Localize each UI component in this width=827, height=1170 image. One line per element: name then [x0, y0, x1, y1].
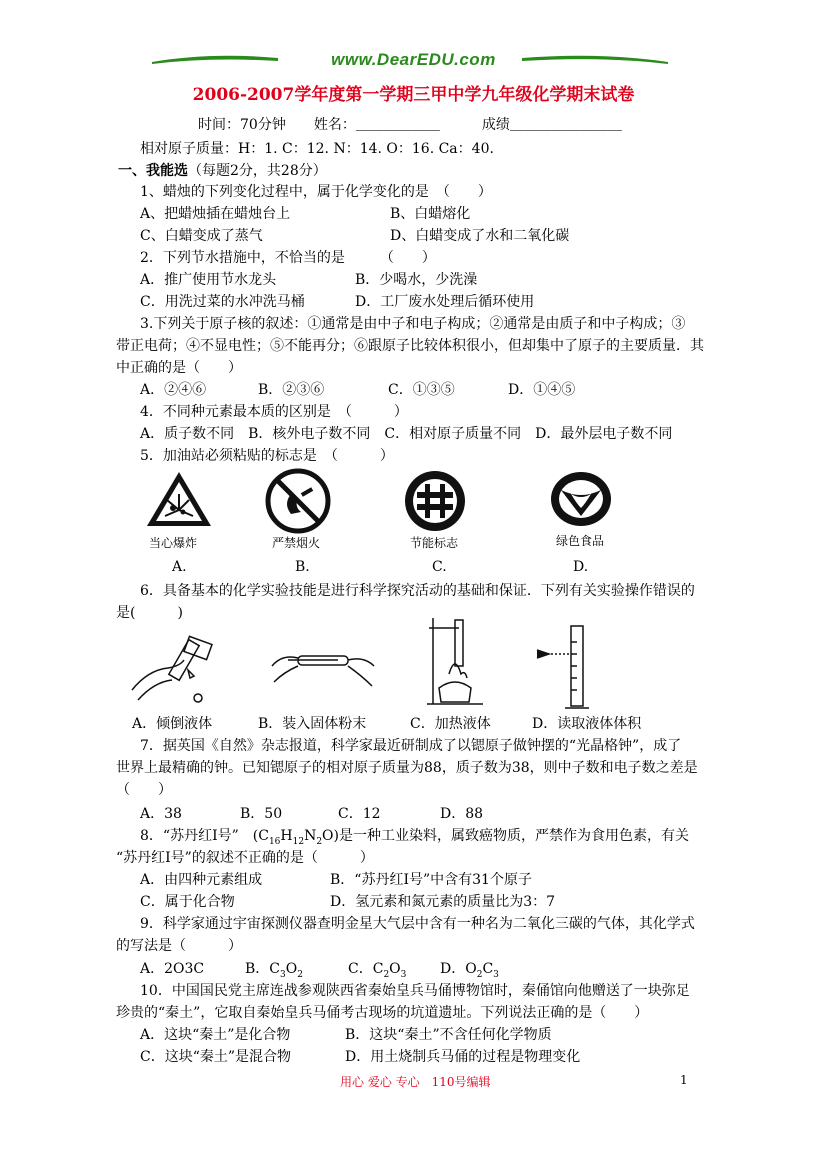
- q8-line2: “苏丹红Ⅰ号”的叙述不正确的是（ ）: [116, 850, 374, 866]
- q1-option-d: D、白蜡变成了水和二氧化碳: [390, 228, 570, 244]
- q8-sub-c: 16: [268, 836, 281, 847]
- q7-option-b: B．50: [240, 806, 283, 822]
- q8-option-a: A．由四种元素组成: [140, 872, 263, 888]
- q8-o: O: [322, 828, 334, 844]
- q9-option-d: [440, 960, 499, 984]
- q8-text-pre: 8．“苏丹红Ⅰ号” (C: [140, 828, 269, 844]
- q6-option-a: A．倾倒液体: [132, 716, 213, 732]
- q3-line2: 带正电荷；④不显电性；⑤不能再分；⑥跟原子比较体积很小，但却集中了原子的主要质量．其: [116, 338, 704, 354]
- q9-line2: 的写法是（ ）: [116, 938, 242, 954]
- heating-liquid-figure: [425, 614, 485, 710]
- q8-option-b: B．“苏丹红Ⅰ号”中含有31个原子: [330, 872, 532, 888]
- green-food-icon: [549, 470, 613, 528]
- q9-d-text: D．O: [440, 961, 477, 977]
- q2-option-d: D．工厂废水处理后循环使用: [355, 294, 535, 310]
- q7-line1: 7．据英国《自然》杂志报道，科学家最近研制成了以锶原子做钟摆的“光晶格钟”，成了: [140, 738, 682, 754]
- no-fire-icon: [265, 468, 331, 534]
- q10-option-a: A．这块“秦土”是化合物: [140, 1027, 291, 1043]
- q3-option-b: B．②③⑥: [258, 382, 325, 398]
- explosion-warning-icon: [145, 470, 213, 534]
- q5-option-b: B.: [295, 559, 310, 575]
- q9-b-sub1: 3: [280, 969, 286, 980]
- q3-line1: 3.下列关于原子核的叙述：①通常是由中子和电子构成；②通常是由质子和中子构成；③: [140, 316, 686, 332]
- q2-option-a: A．推广使用节水龙头: [140, 272, 277, 288]
- q9-c-mid: O: [389, 961, 401, 977]
- right-swoosh-decoration: [520, 52, 670, 66]
- section-note: （每题2分，共28分）: [188, 163, 327, 179]
- q5-stem: 5．加油站必须粘贴的标志是 （ ）: [140, 448, 394, 464]
- q5-option-a: A.: [172, 559, 187, 575]
- q8-option-c: C．属于化合物: [140, 894, 235, 910]
- q8-option-d: D．氢元素和氮元素的质量比为3：7: [330, 894, 556, 910]
- q5-option-c: C.: [432, 559, 447, 575]
- q9-d-mid: C: [482, 961, 494, 977]
- q9-c-sub2: 3: [400, 969, 407, 980]
- sign-d-caption: 绿色食品: [556, 534, 605, 548]
- q8-h: H: [280, 828, 293, 844]
- q5-option-d: D.: [573, 559, 589, 575]
- q7-option-d: D．88: [440, 806, 484, 822]
- q2-stem: 2．下列节水措施中，不恰当的是 （ ）: [140, 250, 436, 266]
- sign-a-caption: 当心爆炸: [149, 536, 198, 550]
- q6-option-b: B．装入固体粉末: [258, 716, 367, 732]
- q9-d-sub1: 2: [476, 969, 483, 980]
- exam-title: 2006-2007学年度第一学期三甲中学九年级化学期末试卷: [192, 85, 635, 105]
- q9-option-b: [245, 960, 303, 984]
- section-title: 一、我能选: [118, 163, 188, 179]
- q1-option-a: A、把蜡烛插在蜡烛台上: [140, 206, 291, 222]
- q10-option-d: D．用土烧制兵马俑的过程是物理变化: [345, 1049, 581, 1065]
- energy-saving-icon: [403, 468, 467, 534]
- q9-b-text: B．C: [245, 961, 280, 977]
- q9-c-sub1: 2: [383, 969, 390, 980]
- reading-volume-figure: [535, 622, 595, 714]
- sign-b-caption: 严禁烟火: [272, 536, 321, 550]
- pouring-liquid-figure: [128, 630, 218, 708]
- q4-options: A．质子数不同 B．核外电子数不同 C．相对原子质量不同 D．最外层电子数不同: [140, 426, 673, 442]
- q10-line1: 10．中国国民党主席连战参观陕西省秦始皇兵马俑博物馆时，秦俑馆向他赠送了一块弥足: [140, 983, 690, 999]
- loading-powder-figure: [268, 636, 378, 696]
- site-url: www.DearEDU.com: [331, 50, 496, 69]
- q9-line1: 9．科学家通过宇宙探测仪器查明金星大气层中含有一种名为二氧化三碳的气体，其化学式: [140, 916, 695, 932]
- q10-option-b: B．这块“秦土”不含任何化学物质: [345, 1027, 552, 1043]
- q7-line3: （ ）: [116, 782, 172, 798]
- q2-option-c: C．用洗过菜的水冲洗马桶: [140, 294, 305, 310]
- q9-b-sub2: 2: [297, 969, 303, 980]
- q3-option-d: D．①④⑤: [508, 382, 576, 398]
- q3-option-c: C．①③⑤: [388, 382, 455, 398]
- q9-option-c: [348, 960, 406, 984]
- q6-line1: 6．具备基本的化学实验技能是进行科学探究活动的基础和保证．下列有关实验操作错误的: [140, 583, 695, 599]
- q7-option-c: C．12: [338, 806, 381, 822]
- q10-line2: 珍贵的“秦土”，它取自秦始皇兵马俑考古现场的坑道遗址。下列说法正确的是（ ）: [116, 1005, 649, 1021]
- site-header: [0, 50, 827, 70]
- q1-option-c: C、白蜡变成了蒸气: [140, 228, 263, 244]
- page-number: 1: [680, 1073, 688, 1087]
- q7-option-a: A．38: [140, 806, 182, 822]
- q9-option-a: A．2O3C: [140, 961, 205, 977]
- q6-option-d: D．读取液体体积: [532, 716, 642, 732]
- q3-option-a: A．②④⑥: [140, 382, 207, 398]
- q6-line2: 是( ): [116, 605, 183, 621]
- exam-info: 时间：70分钟 姓名：＿＿＿＿＿＿ 成绩＿＿＿＿＿＿＿＿: [198, 117, 622, 133]
- section-heading: [118, 162, 327, 180]
- q8-sub-h: 12: [292, 836, 305, 847]
- q7-line2: 世界上最精确的钟。已知锶原子的相对原子质量为88，质子数为38，则中子数和电子数之差是: [116, 760, 698, 776]
- footer-editor: 用心 爱心 专心 110号编辑: [340, 1075, 491, 1089]
- q9-c-text: C．C: [348, 961, 384, 977]
- q1-stem: 1、蜡烛的下列变化过程中，属于化学变化的是 （ ）: [140, 184, 492, 200]
- atomic-mass: 相对原子质量：H：1. C：12. N：14. O：16. Ca：40.: [140, 141, 494, 157]
- sign-c-caption: 节能标志: [410, 536, 459, 550]
- q2-option-b: B．少喝水，少洗澡: [355, 272, 478, 288]
- q4-stem: 4．不同种元素最本质的区别是 （ ）: [140, 404, 408, 420]
- q8-line1: [140, 827, 689, 851]
- q8-text-post: )是一种工业染料，属致癌物质，严禁作为食用色素，有关: [333, 828, 689, 844]
- q10-option-c: C．这块“秦土”是混合物: [140, 1049, 292, 1065]
- q8-sub-n: 2: [316, 836, 323, 847]
- q1-option-b: B、白蜡熔化: [390, 206, 471, 222]
- q6-option-c: C．加热液体: [410, 716, 491, 732]
- q8-n: N: [304, 828, 317, 844]
- q3-line3: 中正确的是（ ）: [116, 360, 242, 376]
- q9-b-mid: O: [285, 961, 298, 977]
- q9-d-sub2: 3: [493, 969, 499, 980]
